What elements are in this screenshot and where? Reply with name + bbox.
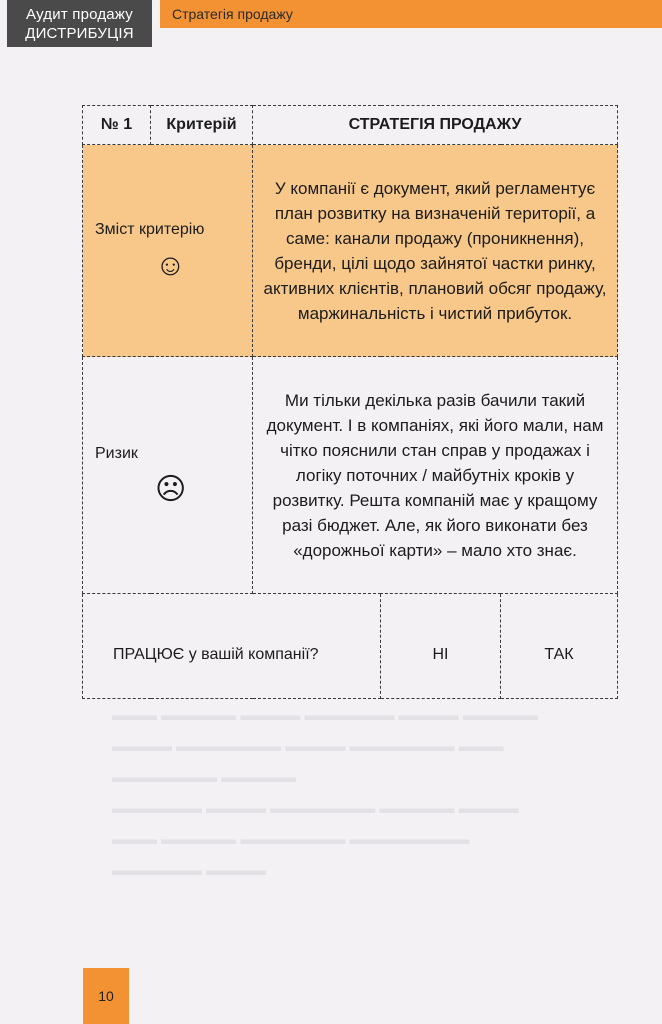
frown-icon: ☹ (155, 473, 187, 506)
criterion-header: Критерій (151, 106, 253, 145)
answer-no[interactable]: НІ (381, 594, 501, 699)
section-title: Стратегія продажу (160, 0, 662, 28)
risk-row (83, 357, 618, 594)
show-through-decoration: ▬▬▬ ▬▬▬▬▬ ▬▬▬▬ ▬▬▬▬▬▬ ▬▬▬▬ ▬▬▬▬▬ ▬▬▬▬ ▬▬▬▬▬▬▬ ▬▬▬▬ ▬▬▬▬▬▬▬ ▬▬▬ ▬▬▬▬▬▬▬ ▬▬▬▬▬ ▬▬▬▬▬▬ ▬▬▬▬ ▬▬▬▬▬▬▬ ▬▬▬▬▬ ▬▬▬▬ ▬▬▬ ▬▬▬▬▬ ▬▬▬▬▬▬▬ ▬▬▬▬▬▬▬▬ ▬▬▬▬▬▬ ▬▬▬▬ (112, 707, 538, 879)
book-title-line1: Аудит продажу (26, 5, 133, 23)
risk-text: Ми тільки декілька разів бачили такий документ. І в компаніях, які його мали, нам чітко пояснили стан справ у продажах і логіку поточних / майбутніх кроків у розвитку. Решта компаній має у кращому разі бюджет. Але, як його виконати без «дорожньої карти» – мало хто знає. (253, 357, 618, 594)
question-row (83, 594, 618, 699)
content-label: Зміст критерію (95, 220, 205, 238)
risk-label-cell (83, 357, 253, 594)
book-title-block (7, 0, 152, 47)
book-title-line2: ДИСТРИБУЦІЯ (25, 24, 134, 42)
content-text: У компанії є документ, який регламентує план розвитку на визначеній території, а саме: канали продажу (проникнення), бренди, цілі щодо зайнятої частки ринку, активних клієнтів, плановий обсяг продажу, маржинальність і чистий прибуток. (253, 145, 618, 357)
question-text: ПРАЦЮЄ у вашій компанії? (83, 594, 381, 699)
number-header: № 1 (83, 106, 151, 145)
table-header-row (83, 106, 618, 145)
smile-icon: ☺ (155, 248, 186, 282)
strategy-header: СТРАТЕГІЯ ПРОДАЖУ (253, 106, 618, 145)
content-label-cell (83, 145, 253, 357)
page-number: 10 (83, 968, 129, 1024)
answer-yes[interactable]: ТАК (501, 594, 618, 699)
risk-label: Ризик (95, 445, 138, 462)
criterion-table (82, 105, 618, 699)
content-row (83, 145, 618, 357)
